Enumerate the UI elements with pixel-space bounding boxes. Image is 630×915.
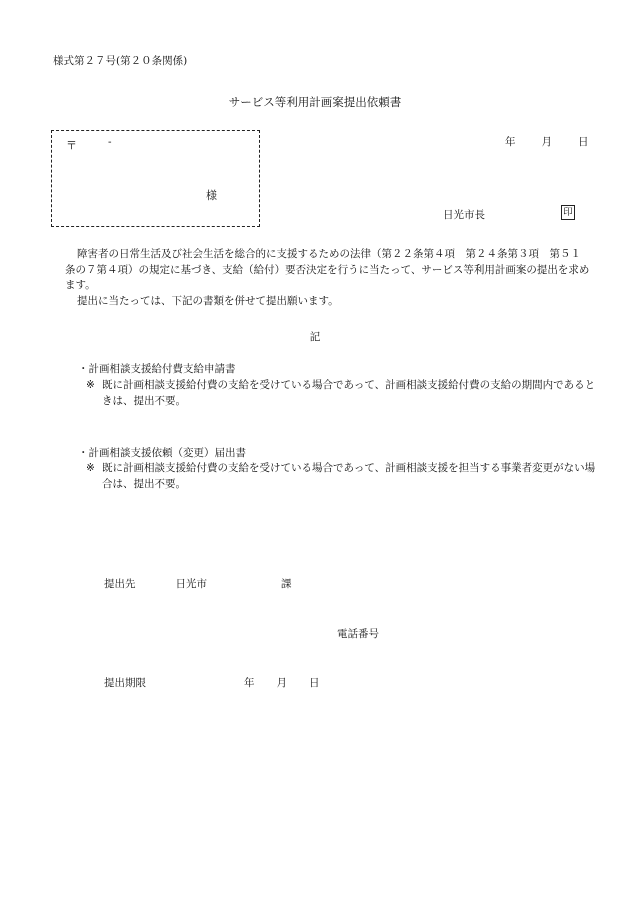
item-note [86, 460, 596, 492]
deadline-month: 月 [276, 677, 287, 689]
address-box [51, 130, 260, 227]
date-month: 月 [541, 136, 552, 148]
note-text: 既に計画相談支援給付費の支給を受けている場合であって、計画相談支援給付費の支給の期間内であるときは、提出不要。 [102, 379, 596, 407]
dest-city: 日光市 [175, 578, 207, 590]
item-note [86, 377, 596, 409]
issue-date [505, 134, 589, 149]
body-paragraph-2: 提出に当たっては、下記の書類を併せて提出願います。 [77, 294, 339, 307]
phone-label: 電話番号 [337, 628, 379, 640]
deadline-label: 提出期限 [104, 677, 146, 689]
note-mark: ※ [86, 379, 95, 391]
date-year: 年 [505, 136, 516, 148]
item-label: ・計画相談支援依頼（変更）届出書 [78, 447, 246, 459]
document-title: サービス等利用計画案提出依頼書 [228, 95, 402, 109]
body-paragraph-1: 障害者の日常生活及び社会生活を総合的に支援するための法律（第２２条第４項 第２４条第３項 第５１条の７第４項）の規定に基づき、支給（給付）要否決定を行うに当たって、サービス等利用計画案の提出を求めます。 [65, 248, 590, 291]
dest-label: 提出先 [104, 578, 136, 590]
submission-destination [104, 576, 292, 591]
postal-dash: - [108, 136, 112, 148]
deadline-year: 年 [244, 677, 255, 689]
ki-heading: 記 [309, 331, 321, 343]
note-text: 既に計画相談支援給付費の支給を受けている場合であって、計画相談支援を担当する事業者変更がない場合は、提出不要。 [102, 462, 596, 490]
item-label: ・計画相談支援給付費支給申請書 [78, 363, 236, 375]
honorific-sama: 様 [206, 189, 217, 202]
form-number: 様式第２７号(第２０条関係) [53, 55, 188, 67]
deadline-day: 日 [309, 677, 320, 689]
date-day: 日 [578, 136, 589, 148]
postal-mark: 〒 [66, 139, 77, 152]
seal-mark: 印 [561, 205, 575, 220]
request-body [65, 247, 590, 309]
note-mark: ※ [86, 462, 95, 474]
issuer-name: 日光市長 [443, 209, 485, 221]
submission-deadline [104, 675, 320, 690]
dest-section: 課 [281, 578, 292, 590]
